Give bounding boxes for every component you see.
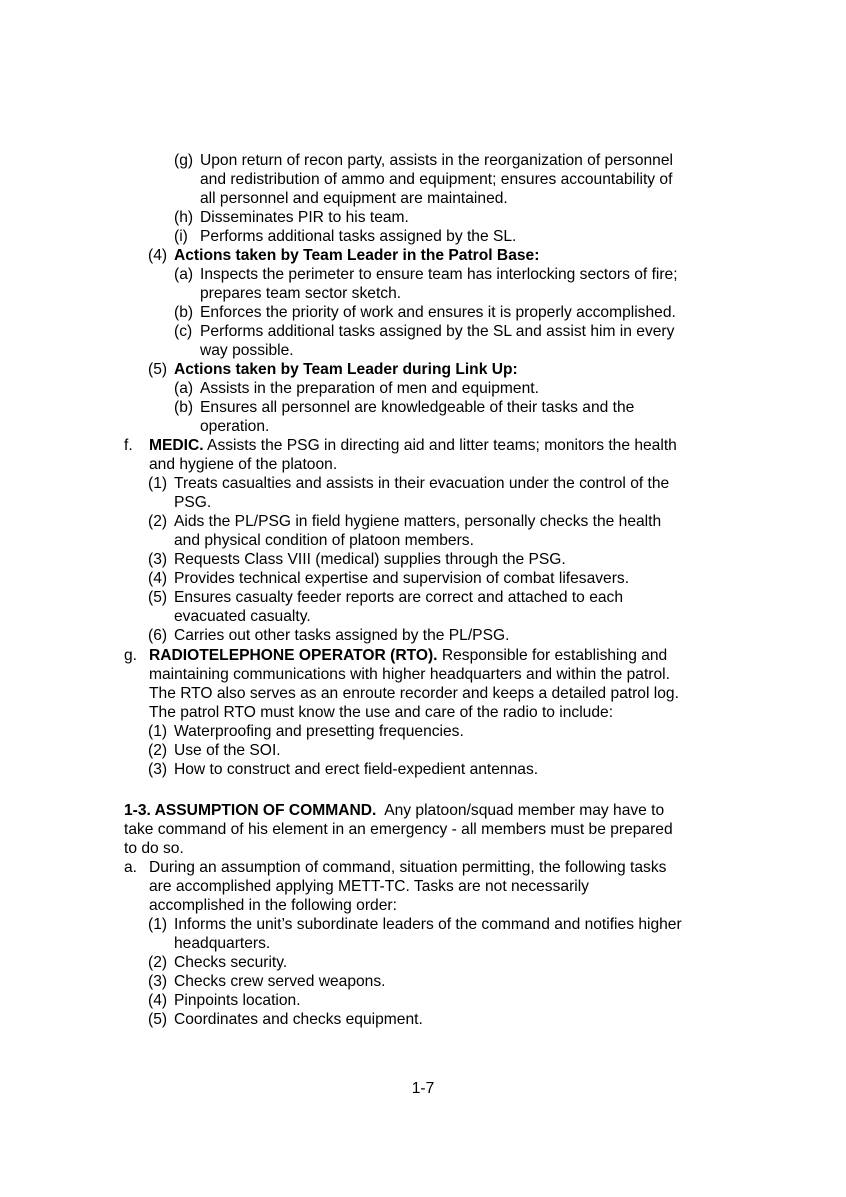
text-line: prepares team sector sketch. — [200, 285, 402, 302]
text-run: Responsible for establishing and — [437, 647, 668, 664]
text-line: to do so. — [124, 840, 184, 857]
item-marker: (1) — [148, 916, 168, 933]
text-line: Assists in the preparation of men and equipment. — [200, 380, 539, 397]
item-marker: (b) — [174, 399, 194, 416]
text-line: Provides technical expertise and supervision of combat lifesavers. — [174, 570, 630, 587]
text-line: maintaining communications with higher headquarters and within the patrol. — [149, 666, 670, 683]
text-line: Requests Class VIII (medical) supplies through the PSG. — [174, 551, 566, 568]
item-marker: (i) — [174, 228, 188, 245]
text-line: Treats casualties and assists in their evacuation under the control of the — [174, 475, 670, 492]
text-line: Coordinates and checks equipment. — [174, 1011, 423, 1028]
text-line: Ensures casualty feeder reports are correct and attached to each — [174, 589, 624, 606]
medic-title: MEDIC. — [149, 437, 204, 454]
text-line: Waterproofing and presetting frequencies. — [174, 723, 464, 740]
text-line: PSG. — [174, 494, 212, 511]
text-line: headquarters. — [174, 935, 271, 952]
text-line: Pinpoints location. — [174, 992, 301, 1009]
rto-title: RADIOTELEPHONE OPERATOR (RTO). — [149, 647, 438, 664]
text-line: Inspects the perimeter to ensure team has interlocking sectors of fire; — [200, 266, 678, 283]
text-line: way possible. — [200, 342, 294, 359]
text-line: How to construct and erect field-expedient antennas. — [174, 761, 539, 778]
text-line: Enforces the priority of work and ensures it is properly accomplished. — [200, 304, 676, 321]
text-line: Informs the unit’s subordinate leaders of the command and notifies higher — [174, 916, 682, 933]
item-marker: (3) — [148, 973, 168, 990]
item-marker: (5) — [148, 361, 168, 378]
item-marker: (g) — [174, 152, 194, 169]
item-marker: (4) — [148, 247, 168, 264]
text-line: and hygiene of the platoon. — [149, 456, 338, 473]
item-marker: (4) — [148, 992, 168, 1009]
item-marker: (3) — [148, 551, 168, 568]
item-marker: (2) — [148, 513, 168, 530]
item-marker: (1) — [148, 475, 168, 492]
text-line: Carries out other tasks assigned by the PL/PSG. — [174, 627, 510, 644]
item-marker: (5) — [148, 1011, 168, 1028]
text-line: Ensures all personnel are knowledgeable of their tasks and the — [200, 399, 635, 416]
text-line: Performs additional tasks assigned by the SL and assist him in every — [200, 323, 675, 340]
text-line: Checks security. — [174, 954, 288, 971]
item-marker: (5) — [148, 589, 168, 606]
section-marker: f. — [124, 437, 133, 454]
rto-intro — [149, 646, 667, 665]
item-marker: (a) — [174, 266, 194, 283]
text-line: During an assumption of command, situation permitting, the following tasks — [149, 859, 667, 876]
text-line: Aids the PL/PSG in field hygiene matters, personally checks the health — [174, 513, 662, 530]
text-run: Any platoon/squad member may have to — [376, 802, 665, 819]
text-line: Disseminates PIR to his team. — [200, 209, 409, 226]
text-line: evacuated casualty. — [174, 608, 311, 625]
assumption-intro — [124, 801, 664, 820]
page-number: 1-7 — [411, 1080, 435, 1097]
section-heading: Actions taken by Team Leader in the Patrol Base: — [174, 247, 540, 264]
item-marker: (a) — [174, 380, 194, 397]
item-marker: (1) — [148, 723, 168, 740]
text-line: and redistribution of ammo and equipment; ensures accountability of — [200, 171, 673, 188]
text-line: Upon return of recon party, assists in the reorganization of personnel — [200, 152, 673, 169]
text-line: and physical condition of platoon members. — [174, 532, 474, 549]
item-marker: (b) — [174, 304, 194, 321]
section-heading: Actions taken by Team Leader during Link Up: — [174, 361, 518, 378]
text-line: all personnel and equipment are maintained. — [200, 190, 508, 207]
item-marker: (2) — [148, 954, 168, 971]
text-line: Checks crew served weapons. — [174, 973, 386, 990]
text-line: Performs additional tasks assigned by the SL. — [200, 228, 517, 245]
item-marker: (6) — [148, 627, 168, 644]
item-marker: (c) — [174, 323, 193, 340]
text-line: The patrol RTO must know the use and care of the radio to include: — [149, 704, 614, 721]
section-marker: a. — [124, 859, 138, 876]
text-line: Use of the SOI. — [174, 742, 281, 759]
item-marker: (h) — [174, 209, 194, 226]
item-marker: (2) — [148, 742, 168, 759]
text-line: operation. — [200, 418, 270, 435]
section-marker: g. — [124, 647, 138, 664]
item-marker: (4) — [148, 570, 168, 587]
text-run: Assists the PSG in directing aid and litter teams; monitors the health — [203, 437, 677, 454]
text-line: The RTO also serves as an enroute recorder and keeps a detailed patrol log. — [149, 685, 679, 702]
medic-intro — [149, 436, 677, 455]
text-line: take command of his element in an emergency - all members must be prepared — [124, 821, 673, 838]
assumption-title: 1-3. ASSUMPTION OF COMMAND. — [124, 802, 377, 819]
text-line: are accomplished applying METT-TC. Tasks are not necessarily — [149, 878, 589, 895]
text-line: accomplished in the following order: — [149, 897, 397, 914]
item-marker: (3) — [148, 761, 168, 778]
